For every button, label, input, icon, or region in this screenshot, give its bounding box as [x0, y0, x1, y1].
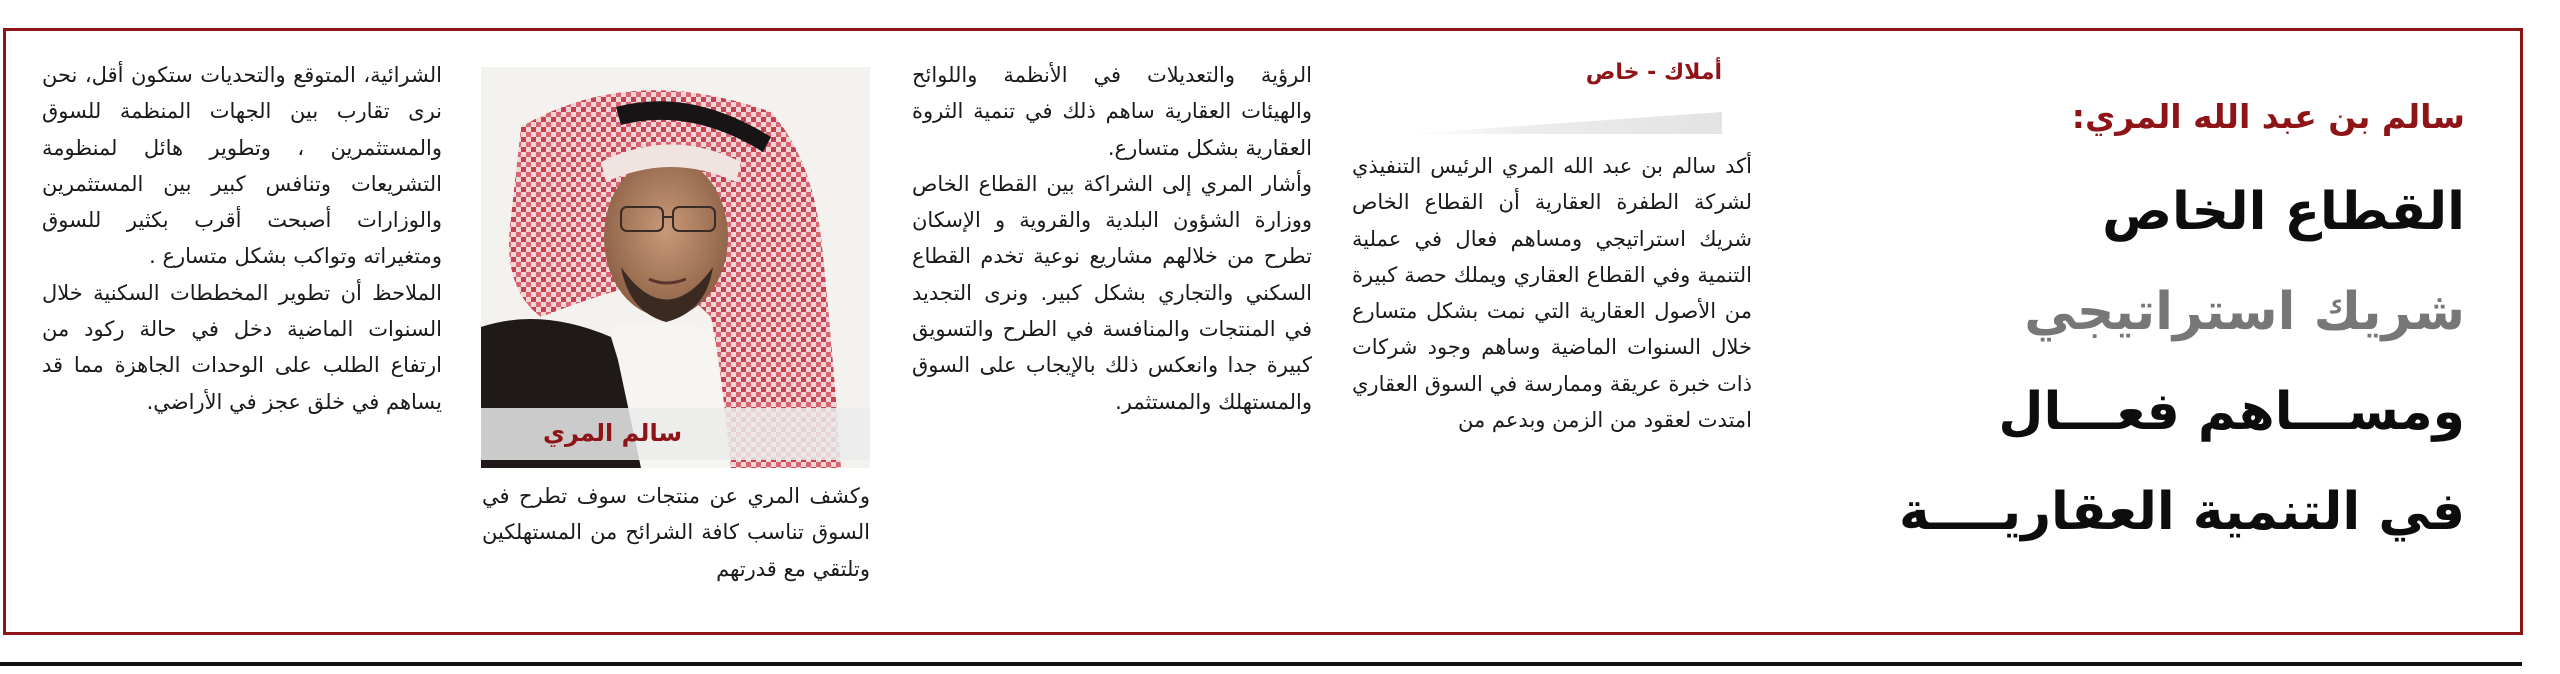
- article-column-1: [1352, 148, 1752, 438]
- paragraph: وأشار المري إلى الشراكة بين القطاع الخاص ووزارة الشؤون البلدية والقروية و الإسكان تطرح من خلالهم مشاريع نوعية تخدم القطاع السكني والتجاري بشكل كبير. ونرى التجديد في المنتجات والمنافسة في الطرح والتسويق كبيرة جدا وانعكس ذلك بالإيجاب على السوق والمستهلك والمستثمر.: [912, 171, 1312, 414]
- paragraph: الملاحظ أن تطوير المخططات السكنية خلال السنوات الماضية دخل في حالة ركود من ارتفاع الطلب على الوحدات الجاهزة مما قد يساهم في خلق عجز في الأراضي.: [42, 280, 442, 414]
- decorative-wedge: [1405, 112, 1722, 134]
- headline-line-1: القطاع الخاص: [2102, 182, 2465, 242]
- headline-line-2: شريك استراتيجي: [2024, 282, 2465, 342]
- headline-line-3: ومســـاهم فعـــال: [1998, 382, 2465, 442]
- bottom-rule: [0, 662, 2522, 666]
- section-label: أملاك - خاص: [1585, 60, 1722, 85]
- photo-caption: سالم المري: [543, 419, 683, 447]
- headline-subtitle: سالم بن عبد الله المري:: [2071, 97, 2465, 136]
- headline-block: [1898, 92, 2465, 562]
- portrait-photo: [481, 67, 870, 468]
- article-column-2: [912, 57, 1312, 420]
- paragraph: الشرائية، المتوقع والتحديات ستكون أقل، نحن نرى تقارب بين الجهات المنظمة للسوق والمستثمرين ، وتطوير هائل لمنظومة التشريعات وتنافس كبير بين المستثمرين والوزارات أصبحت أقرب بكثير للسوق ومتغيراته وتواكب بشكل متسارع .: [42, 63, 442, 269]
- paragraph: وكشف المري عن منتجات سوف تطرح في السوق تناسب كافة الشرائح من المستهلكين وتلتقي مع قدرتهم: [482, 484, 870, 581]
- paragraph: أكد سالم بن عبد الله المري الرئيس التنفيذي لشركة الطفرة العقارية أن القطاع الخاص شريك استراتيجي ومساهم فعال في عملية التنمية وفي القطاع العقاري ويملك حصة كبيرة من الأصول العقارية التي نمت بشكل متسارع خلال السنوات الماضية وساهم وجود شركات ذات خبرة عريقة وممارسة في السوق العقاري امتدت لعقود من الزمن وبدعم من: [1352, 154, 1752, 433]
- headline-line-4: في التنمية العقاريــــة: [1898, 482, 2465, 542]
- article-column-4: [42, 57, 442, 420]
- article-column-3: [482, 478, 870, 587]
- paragraph: الرؤية والتعديلات في الأنظمة واللوائح والهيئات العقارية ساهم ذلك في تنمية الثروة العقارية بشكل متسارع.: [912, 63, 1312, 160]
